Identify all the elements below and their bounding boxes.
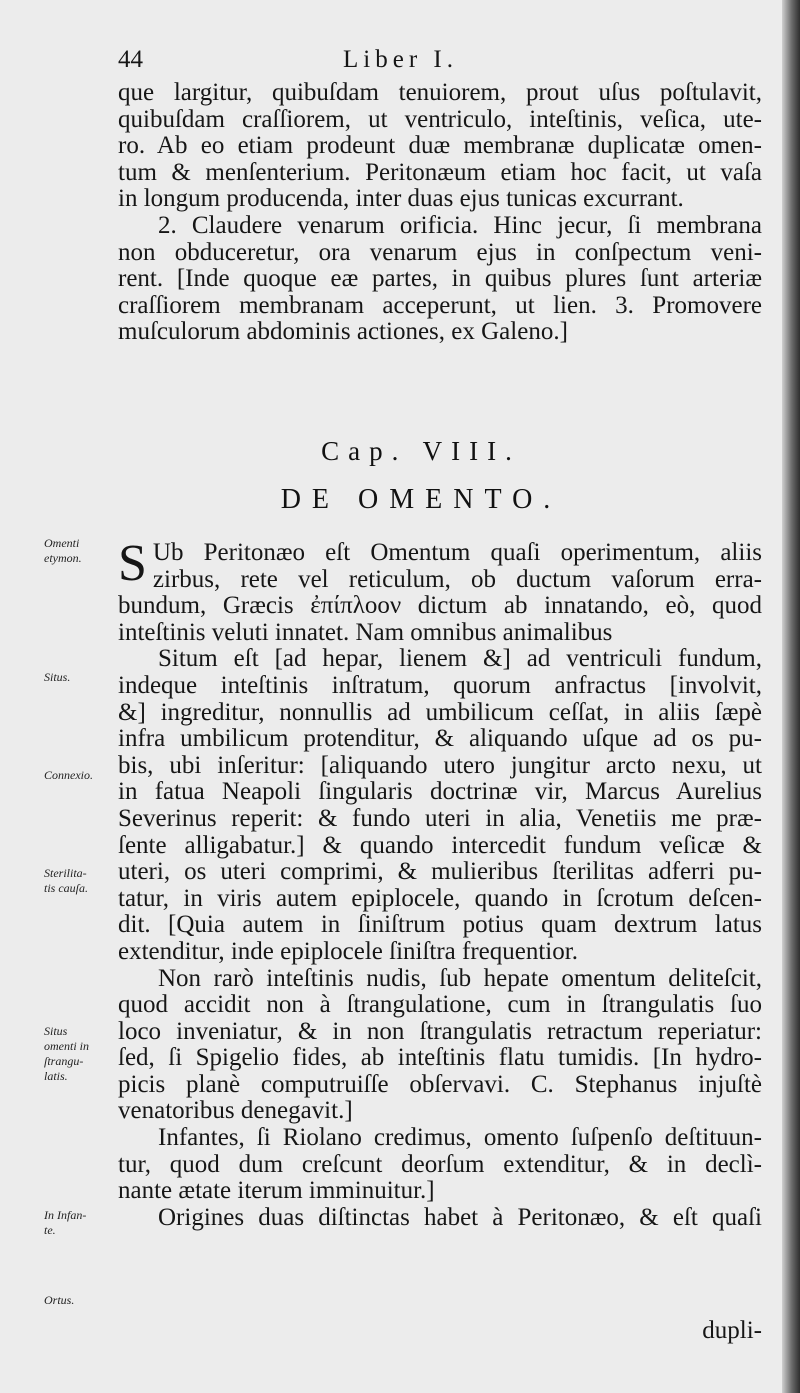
text-line: non obduceretur, ora venarum ejus in conſpectum veni- xyxy=(118,239,762,266)
side-note-sterilitatis xyxy=(44,866,118,896)
chapter-number: Cap. VIII. xyxy=(321,436,521,466)
side-note-line: In Infan- xyxy=(44,1208,87,1222)
side-note-line: Connexio. xyxy=(44,768,93,782)
text-line: muſculorum abdominis actiones, ex Galeno.] xyxy=(118,319,568,346)
text-line: Infantes, ſi Riolano credimus, omento ſuſpenſo deſtituun- xyxy=(158,1125,762,1152)
text-line: quod accidit non à ſtrangulatione, cum in ſtrangulatis ſuo xyxy=(118,992,762,1019)
text-line: Origines duas diſtinctas habet à Peritonæo, & eſt quaſi xyxy=(158,1204,762,1231)
text-line: in fatua Neapoli ſingularis doctrinæ vir, Marcus Aurelius xyxy=(118,779,762,806)
chapter-title: DE OMENTO. xyxy=(280,484,562,515)
text-line: extenditur, inde epiplocele ſiniſtra frequentior. xyxy=(118,938,578,965)
side-note-in-infante xyxy=(44,1208,118,1238)
text-line: inteſtinis veluti innatet. Nam omnibus animalibus xyxy=(118,619,613,646)
side-note-connexio xyxy=(44,768,118,783)
text-line: tatur, in viris autem epiplocele, quando in ſcrotum deſcen- xyxy=(118,885,762,912)
side-note-line: latis. xyxy=(44,1069,68,1083)
side-note-line: te. xyxy=(44,1223,56,1237)
text-line: loco inveniatur, & in non ſtrangulatis retractum reperiatur: xyxy=(118,1018,762,1045)
side-note-line: Situs xyxy=(44,1024,68,1038)
text-line: picis planè computruiſſe obſervavi. C. Stephanus injuſtè xyxy=(118,1071,762,1098)
text-line: bundum, Græcis ἐπίπλοον dictum ab innatando, eò, quod xyxy=(118,593,762,620)
side-note-line: tis cauſa. xyxy=(44,881,88,895)
page-header xyxy=(118,46,758,78)
text-line: ſed, ſi Spigelio fides, ab inteſtinis flatu tumidis. [In hydro- xyxy=(118,1045,762,1072)
side-note-situs xyxy=(44,670,118,685)
text-line: 2. Claudere venarum orificia. Hinc jecur, ſi membrana xyxy=(158,212,762,239)
text-line: tum & menſenterium. Peritonæum etiam hoc facit, ut vaſa xyxy=(118,159,762,186)
text-line: infra umbilicum protenditur, & aliquando uſque ad os pu- xyxy=(118,726,762,753)
side-note-ortus xyxy=(44,1293,118,1308)
text-line: tur, quod dum creſcunt deorſum extenditur, & in declì- xyxy=(118,1151,762,1178)
text-block-peritonaeum xyxy=(118,80,762,346)
drop-cap: S xyxy=(118,535,147,592)
text-line: Severinus reperit: & fundo uteri in alia, Venetiis me præ- xyxy=(118,805,762,832)
text-line: rent. [Inde quoque eæ partes, in quibus plures ſunt arteriæ xyxy=(118,266,762,293)
text-line: &] ingreditur, nonnullis ad umbilicum ceſſat, in aliis ſæpè xyxy=(118,699,762,726)
side-note-line: Sterilita- xyxy=(44,866,87,880)
running-head: Liber I. xyxy=(343,46,458,73)
text-line: que largitur, quibuſdam tenuiorem, prout uſus poſtulavit, xyxy=(118,80,762,106)
side-note-line: ſtrangu- xyxy=(44,1054,84,1068)
text-line: Ub Peritonæo eſt Omentum quaſi operimentum, aliis xyxy=(152,540,762,566)
text-block-omentum xyxy=(118,535,762,1231)
page-number: 44 xyxy=(118,46,143,73)
text-line: dit. [Quia autem in ſiniſtrum potius quam dextrum latus xyxy=(118,912,762,939)
catchword: dupli- xyxy=(702,1317,762,1344)
text-line: indeque inteſtinis inſtratum, quorum anfractus [involvit, xyxy=(118,672,762,699)
side-note-situs-strangulatis xyxy=(44,1024,118,1084)
text-line: quibuſdam craſſiorem, ut ventriculo, inteſtinis, veſica, ute- xyxy=(118,106,762,133)
side-note-line: Ortus. xyxy=(44,1293,75,1307)
page-gutter-shadow xyxy=(782,0,800,1393)
side-note-line: Situs. xyxy=(44,670,71,684)
text-line: in longum producenda, inter duas ejus tunicas excurrant. xyxy=(118,186,684,213)
text-line: Non rarò inteſtinis nudis, ſub hepate omentum deliteſcit, xyxy=(158,965,762,992)
text-line: Situm eſt [ad hepar, lienem &] ad ventriculi fundum, xyxy=(158,646,762,673)
side-note-etymon xyxy=(44,536,118,566)
text-line: bis, ubi inſeritur: [aliquando utero jungitur arcto nexu, ut xyxy=(118,752,762,779)
side-note-line: omenti in xyxy=(44,1039,89,1053)
text-line: ſente alligabatur.] & quando intercedit fundum veſicæ & xyxy=(118,832,762,859)
side-note-line: Omenti xyxy=(44,536,80,550)
text-line: nante ætate iterum imminuitur.] xyxy=(118,1178,435,1205)
text-line: craſſiorem membranam acceperunt, ut lien. 3. Promovere xyxy=(118,292,762,319)
text-line: zirbus, rete vel reticulum, ob ductum vaſorum erra- xyxy=(152,566,762,593)
text-line: venatoribus denegavit.] xyxy=(118,1098,353,1125)
text-line: uteri, os uteri comprimi, & mulieribus ſterilitas adferri pu- xyxy=(118,859,762,886)
text-line: ro. Ab eo etiam prodeunt duæ membranæ duplicatæ omen- xyxy=(118,133,762,160)
side-note-line: etymon. xyxy=(44,551,82,565)
